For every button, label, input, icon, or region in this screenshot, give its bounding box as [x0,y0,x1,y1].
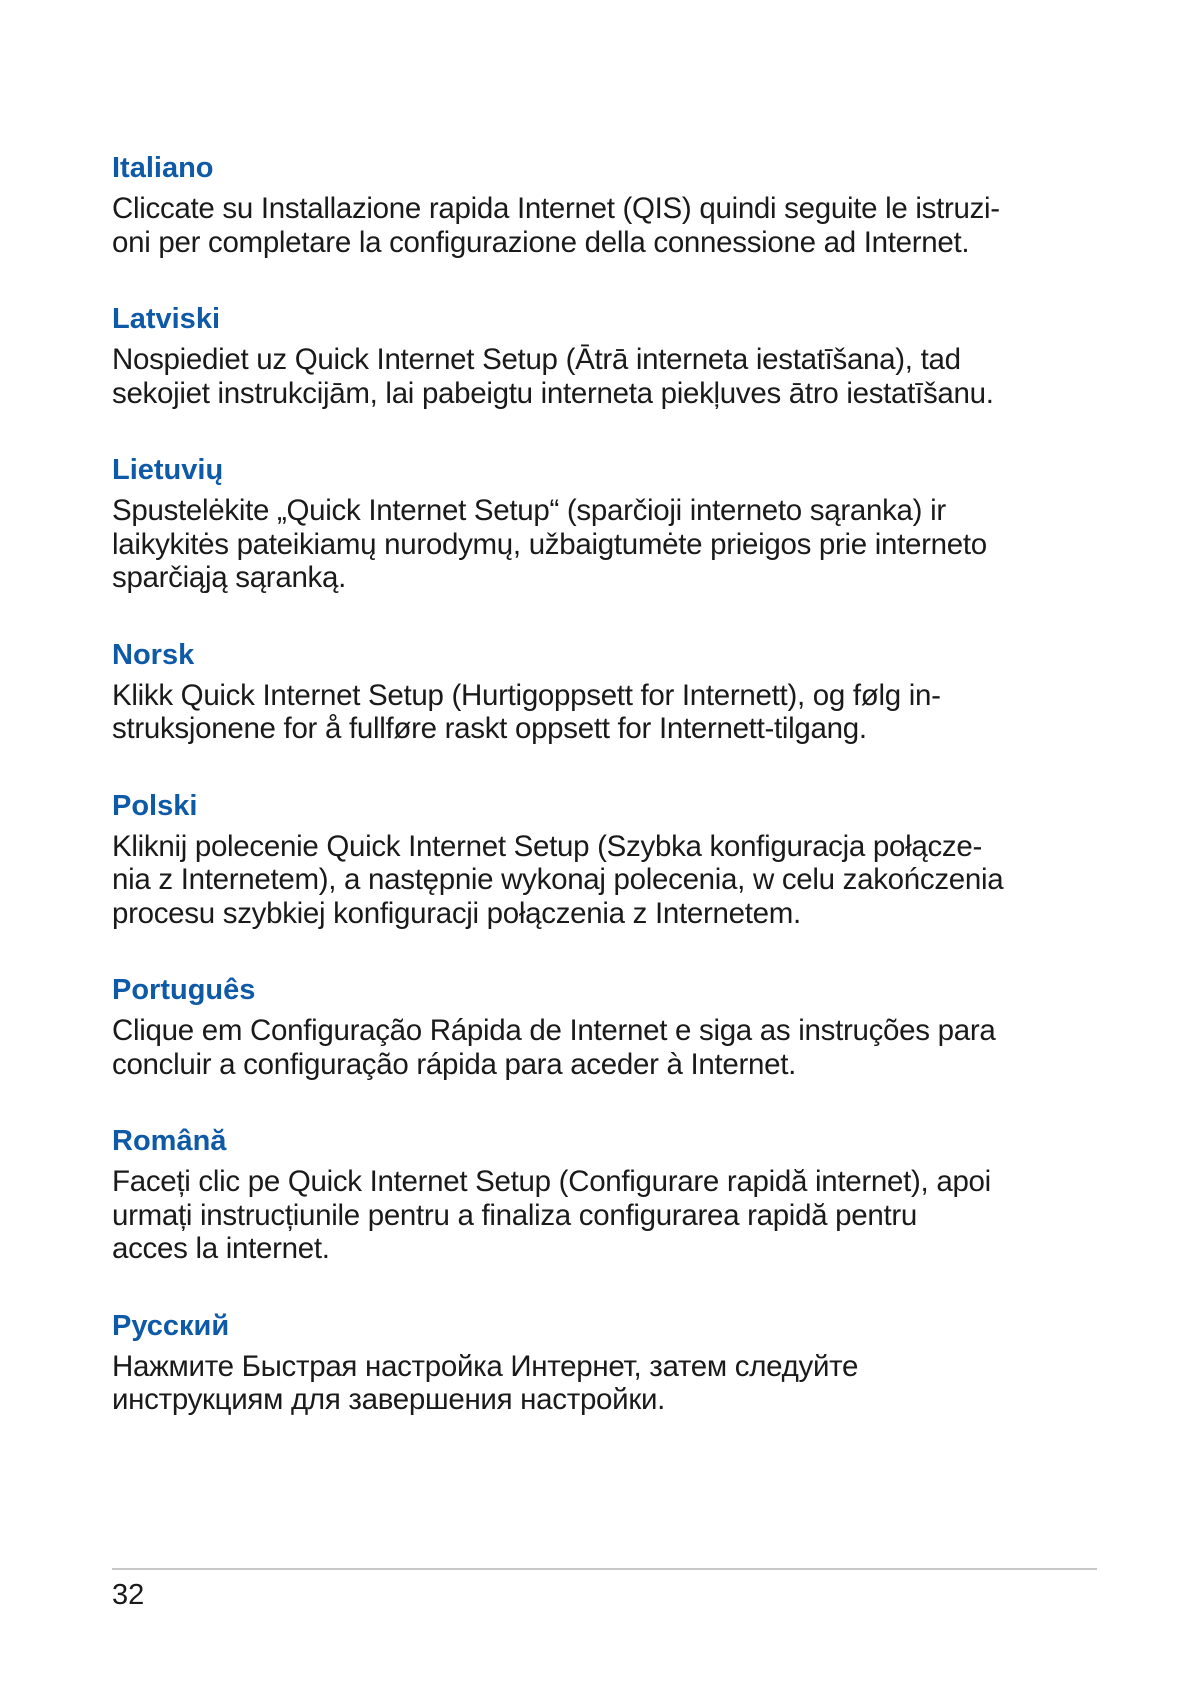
body-text-line: Cliccate su Installazione rapida Internet (QIS) quindi seguite le istruzi- [112,192,1000,225]
body-text-line: nia z Internetem), a następnie wykonaj polecenia, w celu zakończenia [112,863,1004,896]
section-portugues [112,972,1097,1081]
footer-divider [112,1568,1097,1570]
body-text-line: procesu szybkiej konfiguracji połączenia z Internetem. [112,896,801,930]
section-italiano [112,150,1097,259]
section-heading: Latviski [112,303,220,335]
body-text-line: Nospiediet uz Quick Internet Setup (Ātrā interneta iestatīšana), tad [112,343,961,376]
body-text-line: Clique em Configuração Rápida de Internet e siga as instruções para [112,1014,996,1047]
body-text-line: laikykitės pateikiamų nurodymų, užbaigtumėte prieigos prie interneto [112,527,987,561]
body-text-line: oni per completare la configurazione della connessione ad Internet. [112,225,970,259]
body-text-line: sekojiet instrukcijām, lai pabeigtu interneta piekļuves ātro iestatīšanu. [112,376,994,410]
body-text-line: Нажмите Быстрая настройка Интернет, затем следуйте [112,1349,859,1383]
section-heading: Русский [112,1309,230,1342]
section-heading: Lietuvių [112,454,224,486]
section-russkiy [112,1308,1097,1417]
section-norsk [112,637,1097,746]
section-romana [112,1123,1097,1266]
document-body [112,150,1097,1459]
body-text-line: Klikk Quick Internet Setup (Hurtigoppsett for Internett), og følg in- [112,678,941,712]
body-text-line: struksjonene for å fullføre raskt oppsett for Internett-tilgang. [112,712,867,745]
section-heading: Português [112,974,256,1006]
section-heading: Polski [112,789,198,822]
body-text-line: urmați instrucțiunile pentru a finaliza configurarea rapidă pentru [112,1198,918,1232]
section-lietuviu [112,452,1097,595]
section-heading: Italiano [112,152,214,184]
body-text-line: Faceți clic pe Quick Internet Setup (Configurare rapidă internet), apoi [112,1165,991,1198]
body-text-line: acces la internet. [112,1232,330,1265]
page-number: 32 [112,1579,145,1611]
section-heading: Română [112,1125,227,1157]
body-text-line: инструкциям для завершения настройки. [112,1383,666,1416]
section-latviski [112,301,1097,410]
body-text-line: concluir a configuração rápida para aceder à Internet. [112,1047,797,1081]
body-text-line: Spustelėkite „Quick Internet Setup“ (sparčioji interneto sąranka) ir [112,494,946,527]
section-heading: Norsk [112,638,195,671]
section-polski [112,788,1097,931]
body-text-line: Kliknij polecenie Quick Internet Setup (Szybka konfiguracja połącze- [112,829,982,863]
body-text-line: sparčiąją sąranką. [112,561,346,594]
